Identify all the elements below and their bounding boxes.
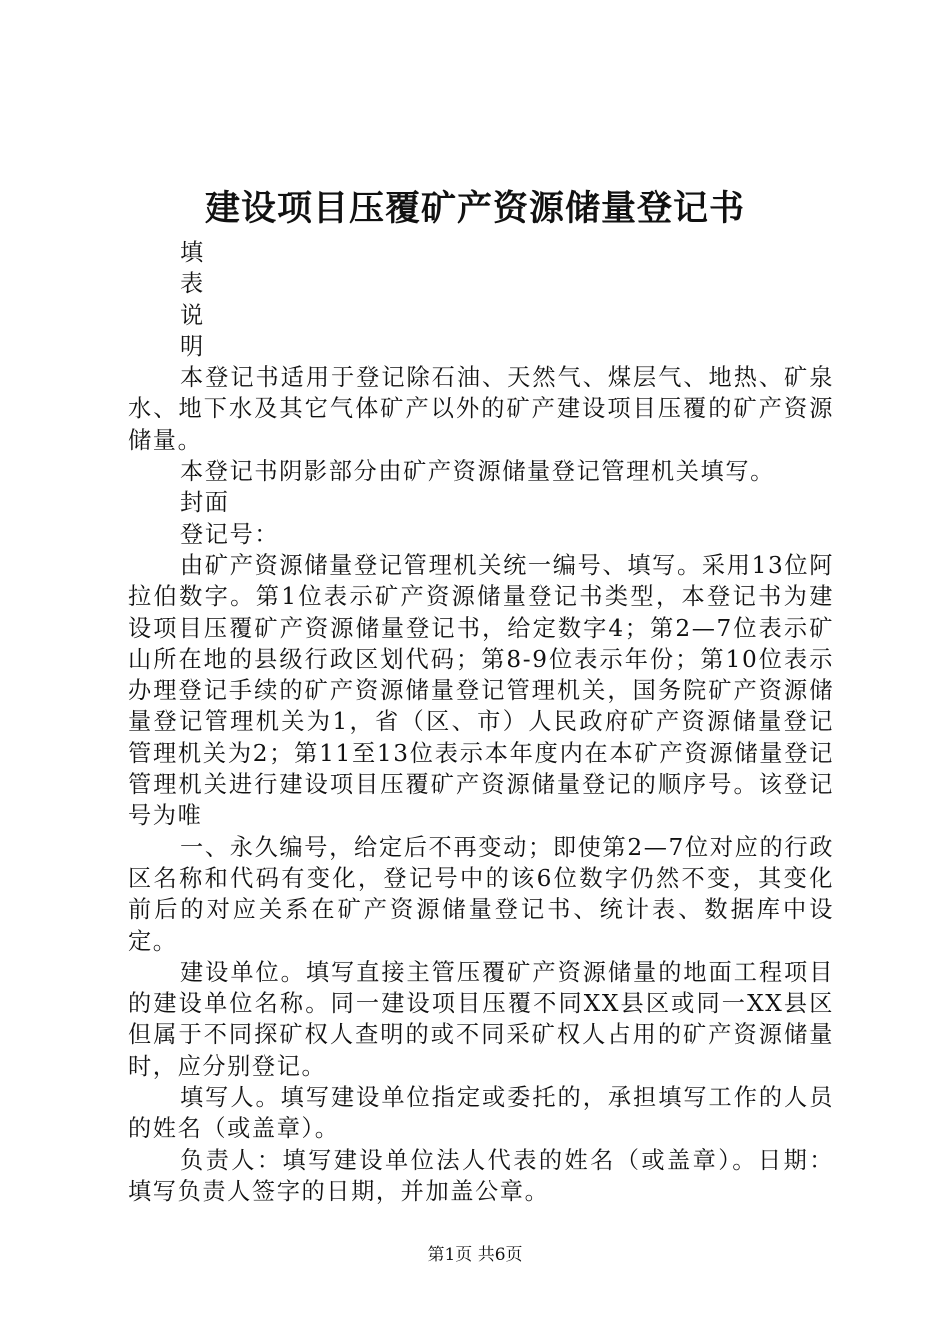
paragraph-cover: 封面 [180, 489, 230, 517]
paragraph-shaded-note: 本登记书阴影部分由矿产资源储量登记管理机关填写。 [180, 458, 775, 486]
document-body [128, 237, 834, 1207]
paragraph-responsible-person: 负责人：填写建设单位法人代表的姓名（或盖章）。日期：填写负责人签字的日期，并加盖公章。 [128, 1146, 834, 1205]
heading-char: 表 [180, 270, 205, 298]
paragraph-permanent-number: 一、永久编号，给定后不再变动；即使第2—7位对应的行政区名称和代码有变化，登记号中的该6位数字仍然不变，其变化前后的对应关系在矿产资源储量登记书、统计表、数据库中设定。 [128, 833, 834, 955]
document-title: 建设项目压覆矿产资源储量登记书 [204, 188, 745, 229]
instructions-heading [128, 237, 834, 362]
paragraph-construction-unit: 建设单位。填写直接主管压覆矿产资源储量的地面工程项目的建设单位名称。同一建设项目压覆不同XX县区或同一XX县区但属于不同探矿权人查明的或不同采矿权人占用的矿产资源储量时，应分别登记。 [128, 958, 834, 1080]
page-footer: 第1页 共6页 [427, 1245, 523, 1265]
heading-char: 填 [180, 239, 205, 266]
paragraph-registration-number-rules: 由矿产资源储量登记管理机关统一编号、填写。采用13位阿拉伯数字。第1位表示矿产资源储量登记书类型，本登记书为建设项目压覆矿产资源储量登记书，给定数字4；第2—7位表示矿山所在地的县级行政区划代码；第8-9位表示年份；第10位表示办理登记手续的矿产资源储量登记管理机关，国务院矿产资源储量登记管理机关为1，省（区、市）人民政府矿产资源储量登记管理机关为2；第11至13位表示本年度内在本矿产资源储量登记管理机关进行建设项目压覆矿产资源储量登记的顺序号。该登记号为唯 [128, 551, 834, 830]
paragraph-scope: 本登记书适用于登记除石油、天然气、煤层气、地热、矿泉水、地下水及其它气体矿产以外的矿产建设项目压覆的矿产资源储量。 [128, 364, 834, 454]
heading-char: 说 [180, 301, 205, 329]
heading-char: 明 [180, 332, 205, 360]
paragraph-filler: 填写人。填写建设单位指定或委托的，承担填写工作的人员的姓名（或盖章）。 [128, 1084, 834, 1143]
paragraph-registration-number-label: 登记号： [180, 520, 280, 548]
